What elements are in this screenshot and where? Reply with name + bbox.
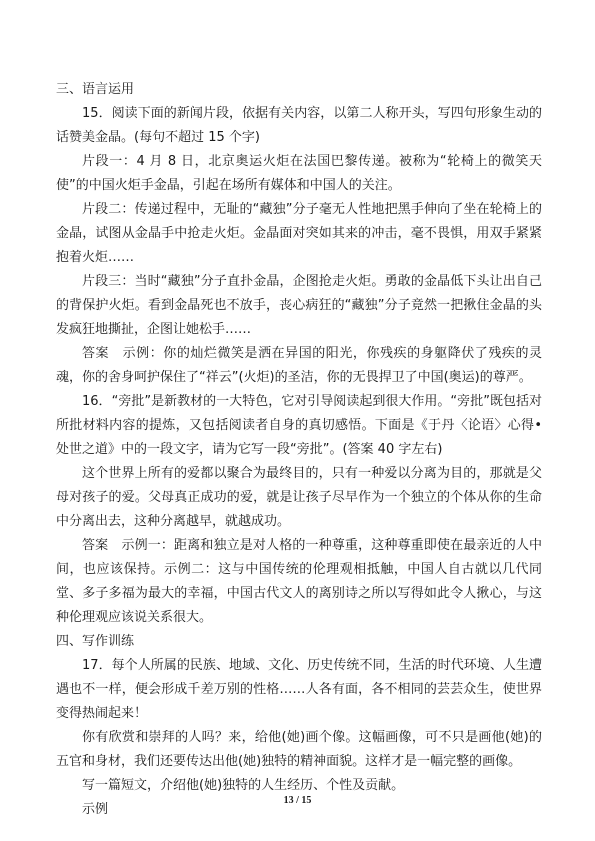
question-15-answer: 答案 示例：你的灿烂微笑是洒在异国的阳光，你残疾的身躯降伏了残疾的灵魂，你的舍身呵护保住了“祥云”(火炬)的圣洁，你的无畏捍卫了中国(奥运)的尊严。 xyxy=(56,346,542,385)
question-17-paragraph-3: 写一篇短文，介绍他(她)独特的人生经历、个性及贡献。 xyxy=(82,778,405,793)
section-heading-writing: 四、写作训练 xyxy=(56,634,135,649)
question-15-fragment-3: 片段三：当时“藏独”分子直扑金晶，企图抢走火炬。勇敢的金晶低下头让出自己的背保护火炬。看到金晶死也不放手，丧心病狂的“藏独”分子竟然一把揪住金晶的头发疯狂地撕扯，企图让她松手…… xyxy=(56,274,542,337)
question-16-prompt: 16．“旁批”是新教材的一大特色，它对引导阅读起到很大作用。“旁批”既包括对所批材料内容的提炼，又包括阅读者自身的真切感悟。下面是《于丹〈论语〉心得•处世之道》中的一段文字，请为它写一段“旁批”。(答案 40 字左右) xyxy=(56,394,542,457)
section-heading-language-use: 三、语言运用 xyxy=(56,82,135,97)
question-17-example-label: 示例 xyxy=(82,802,109,817)
question-15-fragment-2: 片段二：传递过程中，无耻的“藏独”分子毫无人性地把黑手伸向了坐在轮椅上的金晶，试图从金晶手中抢走火炬。金晶面对突如其来的冲击，毫不畏惧，用双手紧紧抱着火炬…… xyxy=(56,202,542,265)
question-16-answer: 答案 示例一：距离和独立是对人格的一种尊重，这种尊重即使在最亲近的人中间，也应该保持。示例二：这与中国传统的伦理观相抵触，中国人自古就以几代同堂、多子多福为最大的幸福，中国古代文人的离别诗之所以写得如此令人揪心，与这种伦理观应该说关系很大。 xyxy=(56,538,542,625)
question-17-paragraph-2: 你有欣赏和崇拜的人吗？来，给他(她)画个像。这幅画像，可不只是画他(她)的五官和身材，我们还要传达出他(她)独特的精神面貌。这样才是一幅完整的画像。 xyxy=(56,730,542,769)
question-15-prompt: 15．阅读下面的新闻片段，依据有关内容，以第二人称开头，写四句形象生动的话赞美金晶。(每句不超过 15 个字) xyxy=(56,106,542,145)
question-15-fragment-1: 片段一：4 月 8 日，北京奥运火炬在法国巴黎传递。被称为“轮椅上的微笑天使”的中国火炬手金晶，引起在场所有媒体和中国人的关注。 xyxy=(56,154,542,193)
page-number: 13 / 15 xyxy=(283,795,312,806)
question-17-paragraph-1: 17．每个人所属的民族、地域、文化、历史传统不同，生活的时代环境、人生遭遇也不一样，便会形成千差万别的性格……人各有面，各不相同的芸芸众生，使世界变得热闹起来！ xyxy=(56,658,542,721)
document-page xyxy=(56,78,542,822)
question-16-passage: 这个世界上所有的爱都以聚合为最终目的，只有一种爱以分离为目的，那就是父母对孩子的爱。父母真正成功的爱，就是让孩子尽早作为一个独立的个体从你的生命中分离出去，这种分离越早，就越成功。 xyxy=(56,466,542,529)
